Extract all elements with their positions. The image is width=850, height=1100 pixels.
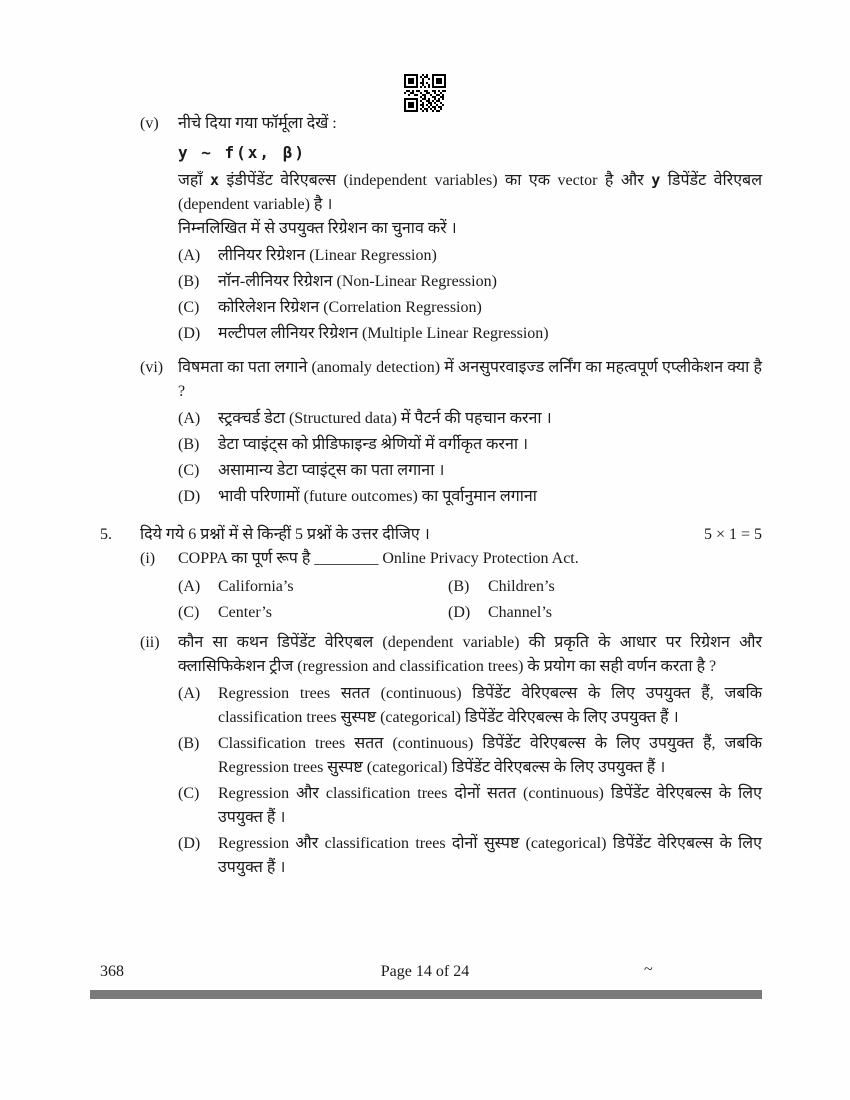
subquestion-marker: (ii) xyxy=(140,634,160,651)
paper-code: 368 xyxy=(100,963,124,980)
option-text: भावी परिणामों (future outcomes) का पूर्वानुमान लगाना xyxy=(218,488,537,505)
option-b xyxy=(178,732,762,780)
option-a xyxy=(178,407,762,431)
option-marker: (B) xyxy=(178,273,200,290)
option-marker: (B) xyxy=(178,436,200,453)
footer-divider-bar xyxy=(90,990,762,999)
option-text: Channel’s xyxy=(488,604,552,621)
option-text: Classification trees सतत (continuous) डिपेंडेंट वेरिएबल्स के लिए उपयुक्त हैं, जबकि Regression trees सुस्पष्ट (categorical) डिपेंडेंट वेरिएबल्स के लिए उपयुक्त हैं । xyxy=(218,735,762,776)
option-marker: (B) xyxy=(448,578,470,595)
option-b xyxy=(178,433,762,457)
option-b xyxy=(448,575,762,599)
option-c xyxy=(178,296,762,320)
question-5-subquestions xyxy=(140,547,762,880)
option-text: डेटा प्वाइंट्स को प्रीडिफाइन्ड श्रेणियों में वर्गीकृत करना । xyxy=(218,436,529,453)
option-c xyxy=(178,601,448,625)
option-marker: (A) xyxy=(178,247,201,264)
option-marker: (A) xyxy=(178,410,201,427)
question-text: COPPA का पूर्ण रूप है ________ Online Privacy Protection Act. xyxy=(178,550,579,567)
option-marker: (A) xyxy=(178,578,201,595)
page-content xyxy=(0,112,850,880)
question-instruction: निम्नलिखित में से उपयुक्त रिग्रेशन का चुनाव करें । xyxy=(178,220,457,237)
option-d xyxy=(448,601,762,625)
option-marker: (D) xyxy=(178,835,201,852)
option-d xyxy=(178,832,762,880)
question-number: 5. xyxy=(100,526,112,543)
question-5-heading xyxy=(100,523,762,547)
footer-tilde-mark: ~ xyxy=(644,961,653,978)
question-5-ii xyxy=(140,631,762,880)
page-number: Page 14 of 24 xyxy=(380,963,470,980)
option-marker: (D) xyxy=(178,325,201,342)
variable-x: x xyxy=(209,171,220,189)
subquestion-marker: (i) xyxy=(140,550,156,567)
marks-scheme: 5 × 1 = 5 xyxy=(703,526,762,543)
option-text: मल्टीपल लीनियर रिग्रेशन (Multiple Linear Regression) xyxy=(218,325,549,342)
option-marker: (D) xyxy=(178,488,201,505)
option-text: Center’s xyxy=(218,604,272,621)
options-list xyxy=(178,244,762,346)
option-text: Children’s xyxy=(488,578,555,595)
option-marker: (C) xyxy=(178,299,200,316)
variable-y: y xyxy=(651,171,661,189)
option-b xyxy=(178,270,762,294)
option-marker: (C) xyxy=(178,785,200,802)
question-5 xyxy=(0,523,850,880)
question-4-v xyxy=(140,112,762,346)
option-d xyxy=(178,322,762,346)
option-a xyxy=(178,575,448,599)
option-a xyxy=(178,244,762,268)
options-list xyxy=(178,407,762,509)
option-text: असामान्य डेटा प्वाइंट्स का पता लगाना । xyxy=(218,462,445,479)
formula-description: जहाँ x इंडीपेंडेंट वेरिएबल्स (independent variables) का एक vector है और y डिपेंडेंट वेरिएबल (dependent variable) है । xyxy=(178,171,763,213)
regression-formula: y ~ f(x, β) xyxy=(178,143,306,162)
option-text: स्ट्रक्चर्ड डेटा (Structured data) में पैटर्न की पहचान करना । xyxy=(218,410,552,427)
option-text: नॉन-लीनियर रिग्रेशन (Non-Linear Regression) xyxy=(218,273,497,290)
option-text: लीनियर रिग्रेशन (Linear Regression) xyxy=(218,247,437,264)
option-marker: (B) xyxy=(178,735,200,752)
option-marker: (D) xyxy=(448,604,471,621)
option-c xyxy=(178,459,762,483)
option-marker: (C) xyxy=(178,462,200,479)
options-grid xyxy=(178,573,762,625)
option-a xyxy=(178,682,762,730)
option-c xyxy=(178,782,762,830)
option-text: Regression और classification trees दोनों सुस्पष्ट (categorical) डिपेंडेंट वेरिएबल्स के लिए उपयुक्त हैं । xyxy=(218,835,762,876)
options-list xyxy=(178,682,762,880)
option-text: Regression और classification trees दोनों सतत (continuous) डिपेंडेंट वेरिएबल्स के लिए उपयुक्त हैं । xyxy=(218,785,762,826)
question-5-i xyxy=(140,547,762,625)
question-text: विषमता का पता लगाने (anomaly detection) में अनसुपरवाइज्ड लर्निंग का महत्वपूर्ण एप्लीकेशन क्या है ? xyxy=(178,359,762,400)
subquestion-marker: (v) xyxy=(140,115,159,132)
option-d xyxy=(178,485,762,509)
question-text: दिये गये 6 प्रश्नों में से किन्हीं 5 प्रश्नों के उत्तर दीजिए । xyxy=(140,526,430,543)
question-4-parts xyxy=(0,112,850,509)
qr-code xyxy=(404,74,446,112)
question-4-vi xyxy=(140,356,762,509)
option-marker: (C) xyxy=(178,604,200,621)
question-intro: नीचे दिया गया फॉर्मूला देखें : xyxy=(178,115,337,132)
option-marker: (A) xyxy=(178,685,201,702)
option-text: कोरिलेशन रिग्रेशन (Correlation Regression) xyxy=(218,299,482,316)
question-text: कौन सा कथन डिपेंडेंट वेरिएबल (dependent variable) की प्रकृति के आधार पर रिग्रेशन और क्लासिफिकेशन ट्रीज (regression and classification trees) के प्रयोग का सही वर्णन करता है ? xyxy=(178,634,762,675)
option-text: Regression trees सतत (continuous) डिपेंडेंट वेरिएबल्स के लिए उपयुक्त हैं, जबकि classification trees सुस्पष्ट (categorical) डिपेंडेंट वेरिएबल्स के लिए उपयुक्त हैं । xyxy=(218,685,762,726)
option-text: California’s xyxy=(218,578,294,595)
subquestion-marker: (vi) xyxy=(140,359,164,376)
